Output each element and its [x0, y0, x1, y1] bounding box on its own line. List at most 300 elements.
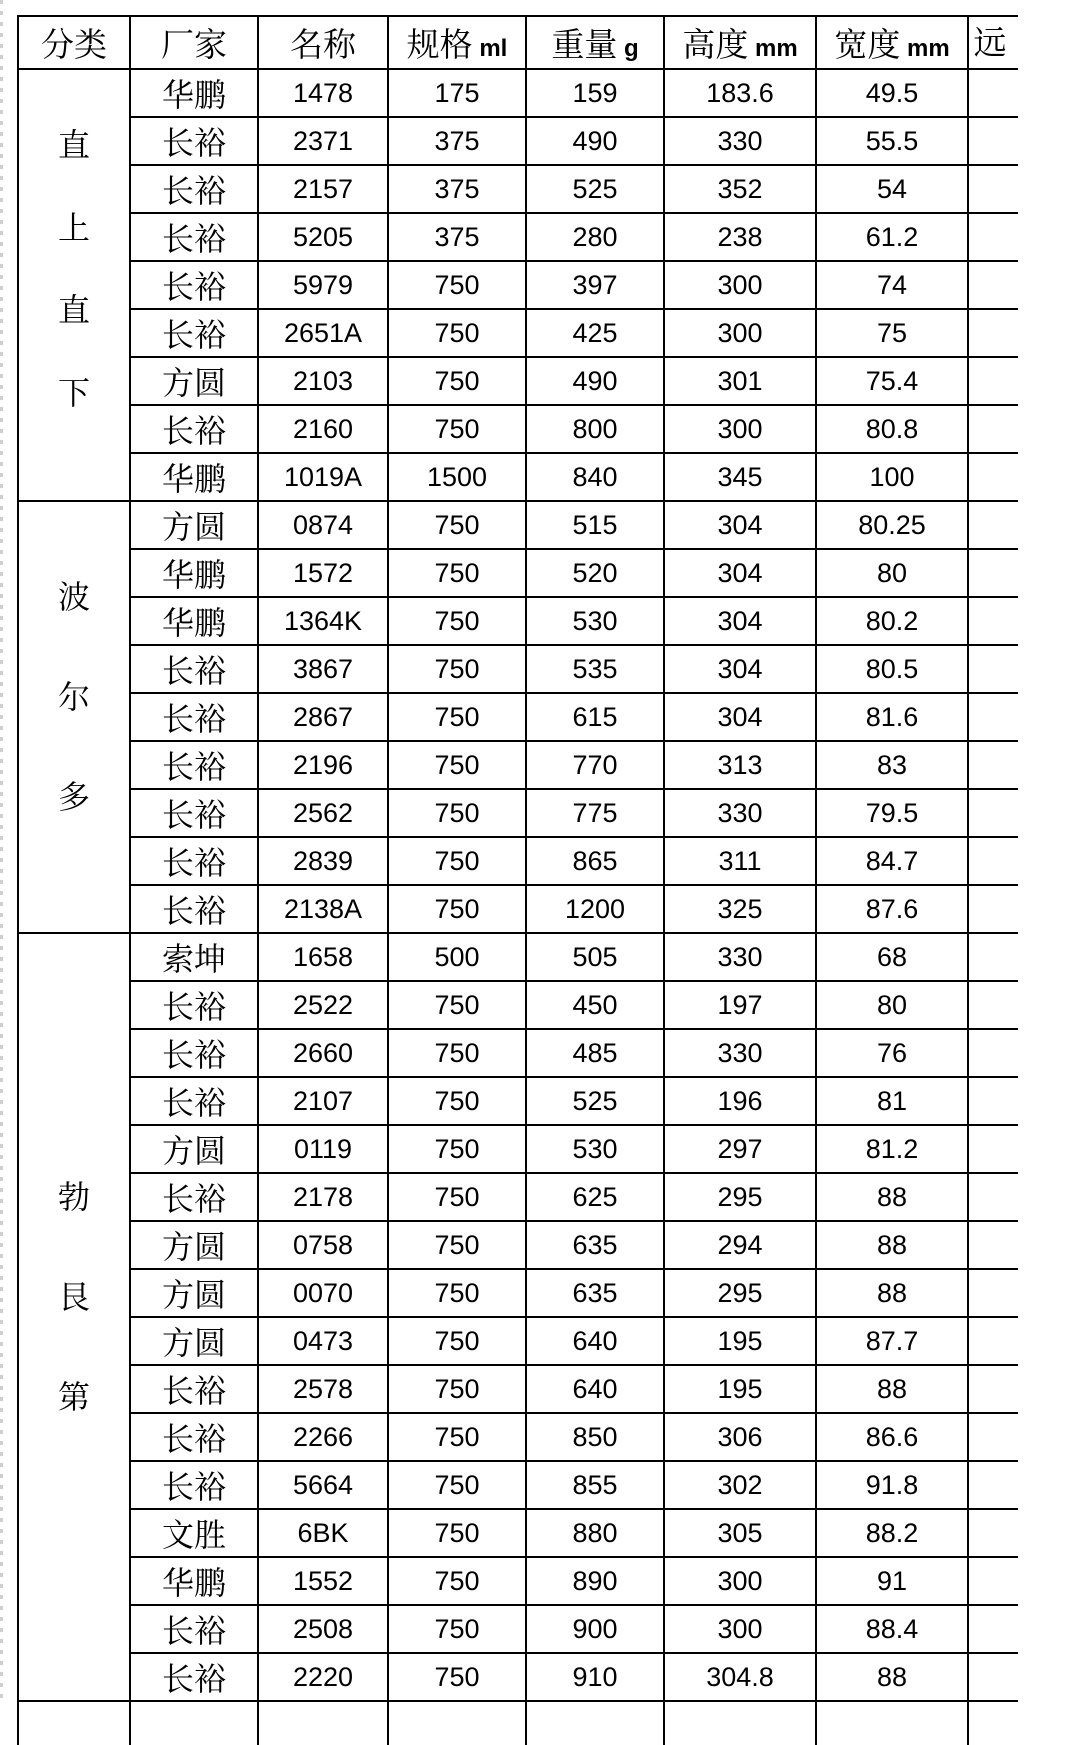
- weight-cell: 397: [526, 261, 664, 309]
- capacity-cell: 500: [388, 933, 526, 981]
- truncated-cell: [968, 741, 1018, 789]
- weight-cell: 640: [526, 1317, 664, 1365]
- height-cell: 330: [664, 789, 816, 837]
- width-cell: 80: [816, 549, 968, 597]
- truncated-cell: [968, 117, 1018, 165]
- name-cell: 2107: [258, 1077, 388, 1125]
- manufacturer-cell: 长裕: [130, 981, 258, 1029]
- header-manufacturer: 厂家: [130, 16, 258, 69]
- table-row: [18, 1077, 1018, 1125]
- weight-cell: 840: [526, 453, 664, 501]
- manufacturer-cell: 方圆: [130, 1269, 258, 1317]
- height-cell: 302: [664, 1461, 816, 1509]
- width-cell: 100: [816, 453, 968, 501]
- manufacturer-cell: 长裕: [130, 309, 258, 357]
- capacity-cell: 750: [388, 1317, 526, 1365]
- weight-cell: 900: [526, 1605, 664, 1653]
- name-cell: 2839: [258, 837, 388, 885]
- capacity-cell: 750: [388, 1029, 526, 1077]
- height-cell: 300: [664, 1605, 816, 1653]
- manufacturer-cell: 华鹏: [130, 597, 258, 645]
- weight-cell: 530: [526, 1125, 664, 1173]
- capacity-cell: 750: [388, 1653, 526, 1701]
- header-weight: 重量 g: [526, 16, 664, 69]
- truncated-cell: [968, 357, 1018, 405]
- height-cell: 306: [664, 1413, 816, 1461]
- table-row: [18, 69, 1018, 117]
- capacity-cell: 750: [388, 597, 526, 645]
- weight-cell: 450: [526, 981, 664, 1029]
- capacity-cell: 750: [388, 1557, 526, 1605]
- width-cell: 80: [816, 981, 968, 1029]
- table-row: [18, 933, 1018, 981]
- manufacturer-cell: 长裕: [130, 1605, 258, 1653]
- manufacturer-cell: 长裕: [130, 1173, 258, 1221]
- weight-cell: 890: [526, 1557, 664, 1605]
- manufacturer-cell: 长裕: [130, 837, 258, 885]
- truncated-cell: [968, 213, 1018, 261]
- category-char: 多: [57, 778, 90, 816]
- truncated-cell: [968, 933, 1018, 981]
- truncated-cell: [968, 645, 1018, 693]
- table-row: [18, 837, 1018, 885]
- weight-cell: 625: [526, 1173, 664, 1221]
- category-char: 第: [57, 1378, 90, 1416]
- truncated-cell: [968, 597, 1018, 645]
- table-row: [18, 405, 1018, 453]
- name-cell: 2562: [258, 789, 388, 837]
- height-cell: 305: [664, 1509, 816, 1557]
- header-row: [18, 16, 1018, 69]
- height-cell: 304: [664, 597, 816, 645]
- name-cell: 0119: [258, 1125, 388, 1173]
- height-cell: 238: [664, 213, 816, 261]
- truncated-cell: [968, 1365, 1018, 1413]
- weight-cell: 880: [526, 1509, 664, 1557]
- capacity-cell: 750: [388, 405, 526, 453]
- truncated-cell: [968, 1221, 1018, 1269]
- table-row: [18, 693, 1018, 741]
- table-row: [18, 1557, 1018, 1605]
- manufacturer-cell: 方圆: [130, 1221, 258, 1269]
- empty-cell: [388, 1701, 526, 1745]
- width-cell: 88: [816, 1653, 968, 1701]
- table-row: [18, 1125, 1018, 1173]
- manufacturer-cell: 长裕: [130, 1365, 258, 1413]
- manufacturer-cell: 华鹏: [130, 69, 258, 117]
- weight-cell: 775: [526, 789, 664, 837]
- manufacturer-cell: 长裕: [130, 213, 258, 261]
- weight-cell: 535: [526, 645, 664, 693]
- capacity-cell: 750: [388, 1269, 526, 1317]
- width-cell: 91.8: [816, 1461, 968, 1509]
- name-cell: 2220: [258, 1653, 388, 1701]
- name-cell: 2160: [258, 405, 388, 453]
- width-cell: 54: [816, 165, 968, 213]
- width-cell: 80.2: [816, 597, 968, 645]
- table-row: [18, 309, 1018, 357]
- name-cell: 6BK: [258, 1509, 388, 1557]
- name-cell: 0874: [258, 501, 388, 549]
- category-cell: [18, 501, 130, 933]
- name-cell: 2371: [258, 117, 388, 165]
- category-char: 下: [57, 373, 90, 412]
- height-cell: 304.8: [664, 1653, 816, 1701]
- table-row: [18, 453, 1018, 501]
- weight-cell: 770: [526, 741, 664, 789]
- weight-cell: 525: [526, 165, 664, 213]
- empty-cell: [526, 1701, 664, 1745]
- width-cell: 88: [816, 1173, 968, 1221]
- table-header: [18, 16, 1018, 69]
- capacity-cell: 750: [388, 1605, 526, 1653]
- manufacturer-cell: 长裕: [130, 1653, 258, 1701]
- manufacturer-cell: 长裕: [130, 741, 258, 789]
- capacity-cell: 750: [388, 837, 526, 885]
- capacity-cell: 750: [388, 1509, 526, 1557]
- width-cell: 88: [816, 1269, 968, 1317]
- width-cell: 84.7: [816, 837, 968, 885]
- truncated-cell: [968, 453, 1018, 501]
- capacity-cell: 750: [388, 1173, 526, 1221]
- table-row: [18, 1461, 1018, 1509]
- height-cell: 330: [664, 1029, 816, 1077]
- weight-cell: 865: [526, 837, 664, 885]
- weight-cell: 910: [526, 1653, 664, 1701]
- manufacturer-cell: 索坤: [130, 933, 258, 981]
- height-cell: 304: [664, 501, 816, 549]
- capacity-cell: 375: [388, 213, 526, 261]
- truncated-cell: [968, 69, 1018, 117]
- height-cell: 325: [664, 885, 816, 933]
- table-row: [18, 213, 1018, 261]
- table-row: [18, 1269, 1018, 1317]
- width-cell: 81.2: [816, 1125, 968, 1173]
- empty-cell: [18, 1701, 130, 1745]
- capacity-cell: 750: [388, 981, 526, 1029]
- truncated-cell: [968, 1653, 1018, 1701]
- weight-cell: 485: [526, 1029, 664, 1077]
- width-cell: 49.5: [816, 69, 968, 117]
- name-cell: 0473: [258, 1317, 388, 1365]
- manufacturer-cell: 长裕: [130, 1029, 258, 1077]
- name-cell: 1364K: [258, 597, 388, 645]
- width-cell: 81: [816, 1077, 968, 1125]
- weight-cell: 505: [526, 933, 664, 981]
- table-row: [18, 741, 1018, 789]
- weight-cell: 530: [526, 597, 664, 645]
- width-cell: 68: [816, 933, 968, 981]
- manufacturer-cell: 华鹏: [130, 1557, 258, 1605]
- capacity-cell: 750: [388, 1077, 526, 1125]
- name-cell: 0758: [258, 1221, 388, 1269]
- name-cell: 1552: [258, 1557, 388, 1605]
- weight-cell: 800: [526, 405, 664, 453]
- height-cell: 300: [664, 1557, 816, 1605]
- table-row: [18, 549, 1018, 597]
- truncated-cell: [968, 1077, 1018, 1125]
- category-cell: [18, 933, 130, 1701]
- name-cell: 1019A: [258, 453, 388, 501]
- height-cell: 294: [664, 1221, 816, 1269]
- width-cell: 87.7: [816, 1317, 968, 1365]
- truncated-cell: [968, 549, 1018, 597]
- table-row: [18, 1605, 1018, 1653]
- table-row: [18, 1221, 1018, 1269]
- height-cell: 301: [664, 357, 816, 405]
- table-row: [18, 357, 1018, 405]
- manufacturer-cell: 长裕: [130, 789, 258, 837]
- truncated-cell: [968, 693, 1018, 741]
- height-cell: 300: [664, 309, 816, 357]
- height-cell: 311: [664, 837, 816, 885]
- empty-cell: [816, 1701, 968, 1745]
- truncated-cell: [968, 1029, 1018, 1077]
- name-cell: 2522: [258, 981, 388, 1029]
- capacity-cell: 750: [388, 645, 526, 693]
- page-edge-dashes: [0, 0, 3, 1703]
- empty-cell: [664, 1701, 816, 1745]
- truncated-cell: [968, 885, 1018, 933]
- capacity-cell: 750: [388, 1461, 526, 1509]
- truncated-cell: [968, 981, 1018, 1029]
- manufacturer-cell: 方圆: [130, 1317, 258, 1365]
- name-cell: 2138A: [258, 885, 388, 933]
- truncated-cell: [968, 405, 1018, 453]
- table-row: [18, 165, 1018, 213]
- width-cell: 81.6: [816, 693, 968, 741]
- weight-cell: 635: [526, 1269, 664, 1317]
- name-cell: 2196: [258, 741, 388, 789]
- truncated-cell: [968, 165, 1018, 213]
- manufacturer-cell: 华鹏: [130, 453, 258, 501]
- bottle-spec-table: [17, 15, 1018, 1745]
- truncated-cell: [968, 1557, 1018, 1605]
- category-char: 尔: [57, 678, 90, 716]
- manufacturer-cell: 长裕: [130, 1461, 258, 1509]
- name-cell: 0070: [258, 1269, 388, 1317]
- manufacturer-cell: 长裕: [130, 1077, 258, 1125]
- height-cell: 330: [664, 117, 816, 165]
- width-cell: 80.8: [816, 405, 968, 453]
- width-cell: 88: [816, 1365, 968, 1413]
- name-cell: 2157: [258, 165, 388, 213]
- name-cell: 5664: [258, 1461, 388, 1509]
- width-cell: 88.2: [816, 1509, 968, 1557]
- manufacturer-cell: 华鹏: [130, 549, 258, 597]
- weight-cell: 425: [526, 309, 664, 357]
- width-cell: 79.5: [816, 789, 968, 837]
- category-char: 勃: [57, 1178, 90, 1216]
- height-cell: 183.6: [664, 69, 816, 117]
- height-cell: 304: [664, 549, 816, 597]
- weight-cell: 490: [526, 117, 664, 165]
- capacity-cell: 750: [388, 1365, 526, 1413]
- manufacturer-cell: 长裕: [130, 117, 258, 165]
- height-cell: 295: [664, 1173, 816, 1221]
- capacity-cell: 750: [388, 885, 526, 933]
- height-cell: 330: [664, 933, 816, 981]
- capacity-cell: 750: [388, 693, 526, 741]
- category-label: [19, 547, 129, 847]
- capacity-cell: 1500: [388, 453, 526, 501]
- category-char: 波: [57, 578, 90, 616]
- capacity-cell: 750: [388, 501, 526, 549]
- truncated-cell: [968, 501, 1018, 549]
- capacity-cell: 375: [388, 165, 526, 213]
- table-row: [18, 981, 1018, 1029]
- table-row: [18, 1413, 1018, 1461]
- width-cell: 61.2: [816, 213, 968, 261]
- category-label: [19, 104, 129, 434]
- truncated-cell: [968, 309, 1018, 357]
- height-cell: 352: [664, 165, 816, 213]
- header-height: 高度 mm: [664, 16, 816, 69]
- height-cell: 195: [664, 1365, 816, 1413]
- empty-cell: [258, 1701, 388, 1745]
- table-row-partial: [18, 1701, 1018, 1745]
- height-cell: 297: [664, 1125, 816, 1173]
- truncated-cell: [968, 261, 1018, 309]
- weight-cell: 850: [526, 1413, 664, 1461]
- capacity-cell: 750: [388, 789, 526, 837]
- category-char: 上: [57, 208, 90, 247]
- manufacturer-cell: 长裕: [130, 261, 258, 309]
- weight-cell: 635: [526, 1221, 664, 1269]
- header-category: 分类: [18, 16, 130, 69]
- name-cell: 2660: [258, 1029, 388, 1077]
- width-cell: 83: [816, 741, 968, 789]
- weight-cell: 855: [526, 1461, 664, 1509]
- capacity-cell: 375: [388, 117, 526, 165]
- name-cell: 5205: [258, 213, 388, 261]
- table-row: [18, 117, 1018, 165]
- weight-cell: 159: [526, 69, 664, 117]
- truncated-cell: [968, 1461, 1018, 1509]
- header-truncated: 远: [968, 16, 1018, 69]
- table-row: [18, 1173, 1018, 1221]
- capacity-cell: 750: [388, 261, 526, 309]
- width-cell: 55.5: [816, 117, 968, 165]
- weight-cell: 615: [526, 693, 664, 741]
- width-cell: 80.5: [816, 645, 968, 693]
- name-cell: 1478: [258, 69, 388, 117]
- name-cell: 5979: [258, 261, 388, 309]
- weight-cell: 490: [526, 357, 664, 405]
- width-cell: 88: [816, 1221, 968, 1269]
- capacity-cell: 750: [388, 741, 526, 789]
- table-row: [18, 1029, 1018, 1077]
- manufacturer-cell: 方圆: [130, 1125, 258, 1173]
- manufacturer-cell: 长裕: [130, 1413, 258, 1461]
- width-cell: 75.4: [816, 357, 968, 405]
- weight-cell: 640: [526, 1365, 664, 1413]
- width-cell: 80.25: [816, 501, 968, 549]
- empty-cell: [968, 1701, 1018, 1745]
- manufacturer-cell: 长裕: [130, 693, 258, 741]
- truncated-cell: [968, 1173, 1018, 1221]
- name-cell: 1572: [258, 549, 388, 597]
- width-cell: 88.4: [816, 1605, 968, 1653]
- weight-cell: 515: [526, 501, 664, 549]
- table-row: [18, 501, 1018, 549]
- truncated-cell: [968, 1605, 1018, 1653]
- name-cell: 2578: [258, 1365, 388, 1413]
- table-row: [18, 1509, 1018, 1557]
- name-cell: 1658: [258, 933, 388, 981]
- width-cell: 75: [816, 309, 968, 357]
- name-cell: 2266: [258, 1413, 388, 1461]
- manufacturer-cell: 文胜: [130, 1509, 258, 1557]
- weight-cell: 1200: [526, 885, 664, 933]
- height-cell: 313: [664, 741, 816, 789]
- capacity-cell: 750: [388, 309, 526, 357]
- truncated-cell: [968, 837, 1018, 885]
- truncated-cell: [968, 1413, 1018, 1461]
- height-cell: 304: [664, 693, 816, 741]
- truncated-cell: [968, 1317, 1018, 1365]
- header-capacity: 规格 ml: [388, 16, 526, 69]
- table-row: [18, 261, 1018, 309]
- weight-cell: 525: [526, 1077, 664, 1125]
- width-cell: 87.6: [816, 885, 968, 933]
- capacity-cell: 750: [388, 549, 526, 597]
- width-cell: 86.6: [816, 1413, 968, 1461]
- name-cell: 2651A: [258, 309, 388, 357]
- capacity-cell: 750: [388, 1413, 526, 1461]
- manufacturer-cell: 长裕: [130, 405, 258, 453]
- manufacturer-cell: 长裕: [130, 645, 258, 693]
- truncated-cell: [968, 1125, 1018, 1173]
- height-cell: 196: [664, 1077, 816, 1125]
- table-row: [18, 885, 1018, 933]
- empty-cell: [130, 1701, 258, 1745]
- table-row: [18, 1317, 1018, 1365]
- capacity-cell: 750: [388, 1125, 526, 1173]
- manufacturer-cell: 长裕: [130, 165, 258, 213]
- name-cell: 2178: [258, 1173, 388, 1221]
- category-cell: [18, 69, 130, 501]
- truncated-cell: [968, 789, 1018, 837]
- table-row: [18, 789, 1018, 837]
- width-cell: 74: [816, 261, 968, 309]
- manufacturer-cell: 长裕: [130, 885, 258, 933]
- manufacturer-cell: 方圆: [130, 357, 258, 405]
- height-cell: 195: [664, 1317, 816, 1365]
- header-name: 名称: [258, 16, 388, 69]
- name-cell: 3867: [258, 645, 388, 693]
- table-body: [18, 69, 1018, 1745]
- height-cell: 197: [664, 981, 816, 1029]
- weight-cell: 520: [526, 549, 664, 597]
- height-cell: 300: [664, 261, 816, 309]
- name-cell: 2508: [258, 1605, 388, 1653]
- category-char: 直: [57, 291, 90, 330]
- capacity-cell: 175: [388, 69, 526, 117]
- capacity-cell: 750: [388, 357, 526, 405]
- table-row: [18, 1653, 1018, 1701]
- weight-cell: 280: [526, 213, 664, 261]
- height-cell: 295: [664, 1269, 816, 1317]
- width-cell: 76: [816, 1029, 968, 1077]
- category-char: 艮: [57, 1278, 90, 1316]
- width-cell: 91: [816, 1557, 968, 1605]
- name-cell: 2103: [258, 357, 388, 405]
- height-cell: 345: [664, 453, 816, 501]
- table-row: [18, 597, 1018, 645]
- category-label: [19, 1147, 129, 1447]
- category-char: 直: [57, 126, 90, 165]
